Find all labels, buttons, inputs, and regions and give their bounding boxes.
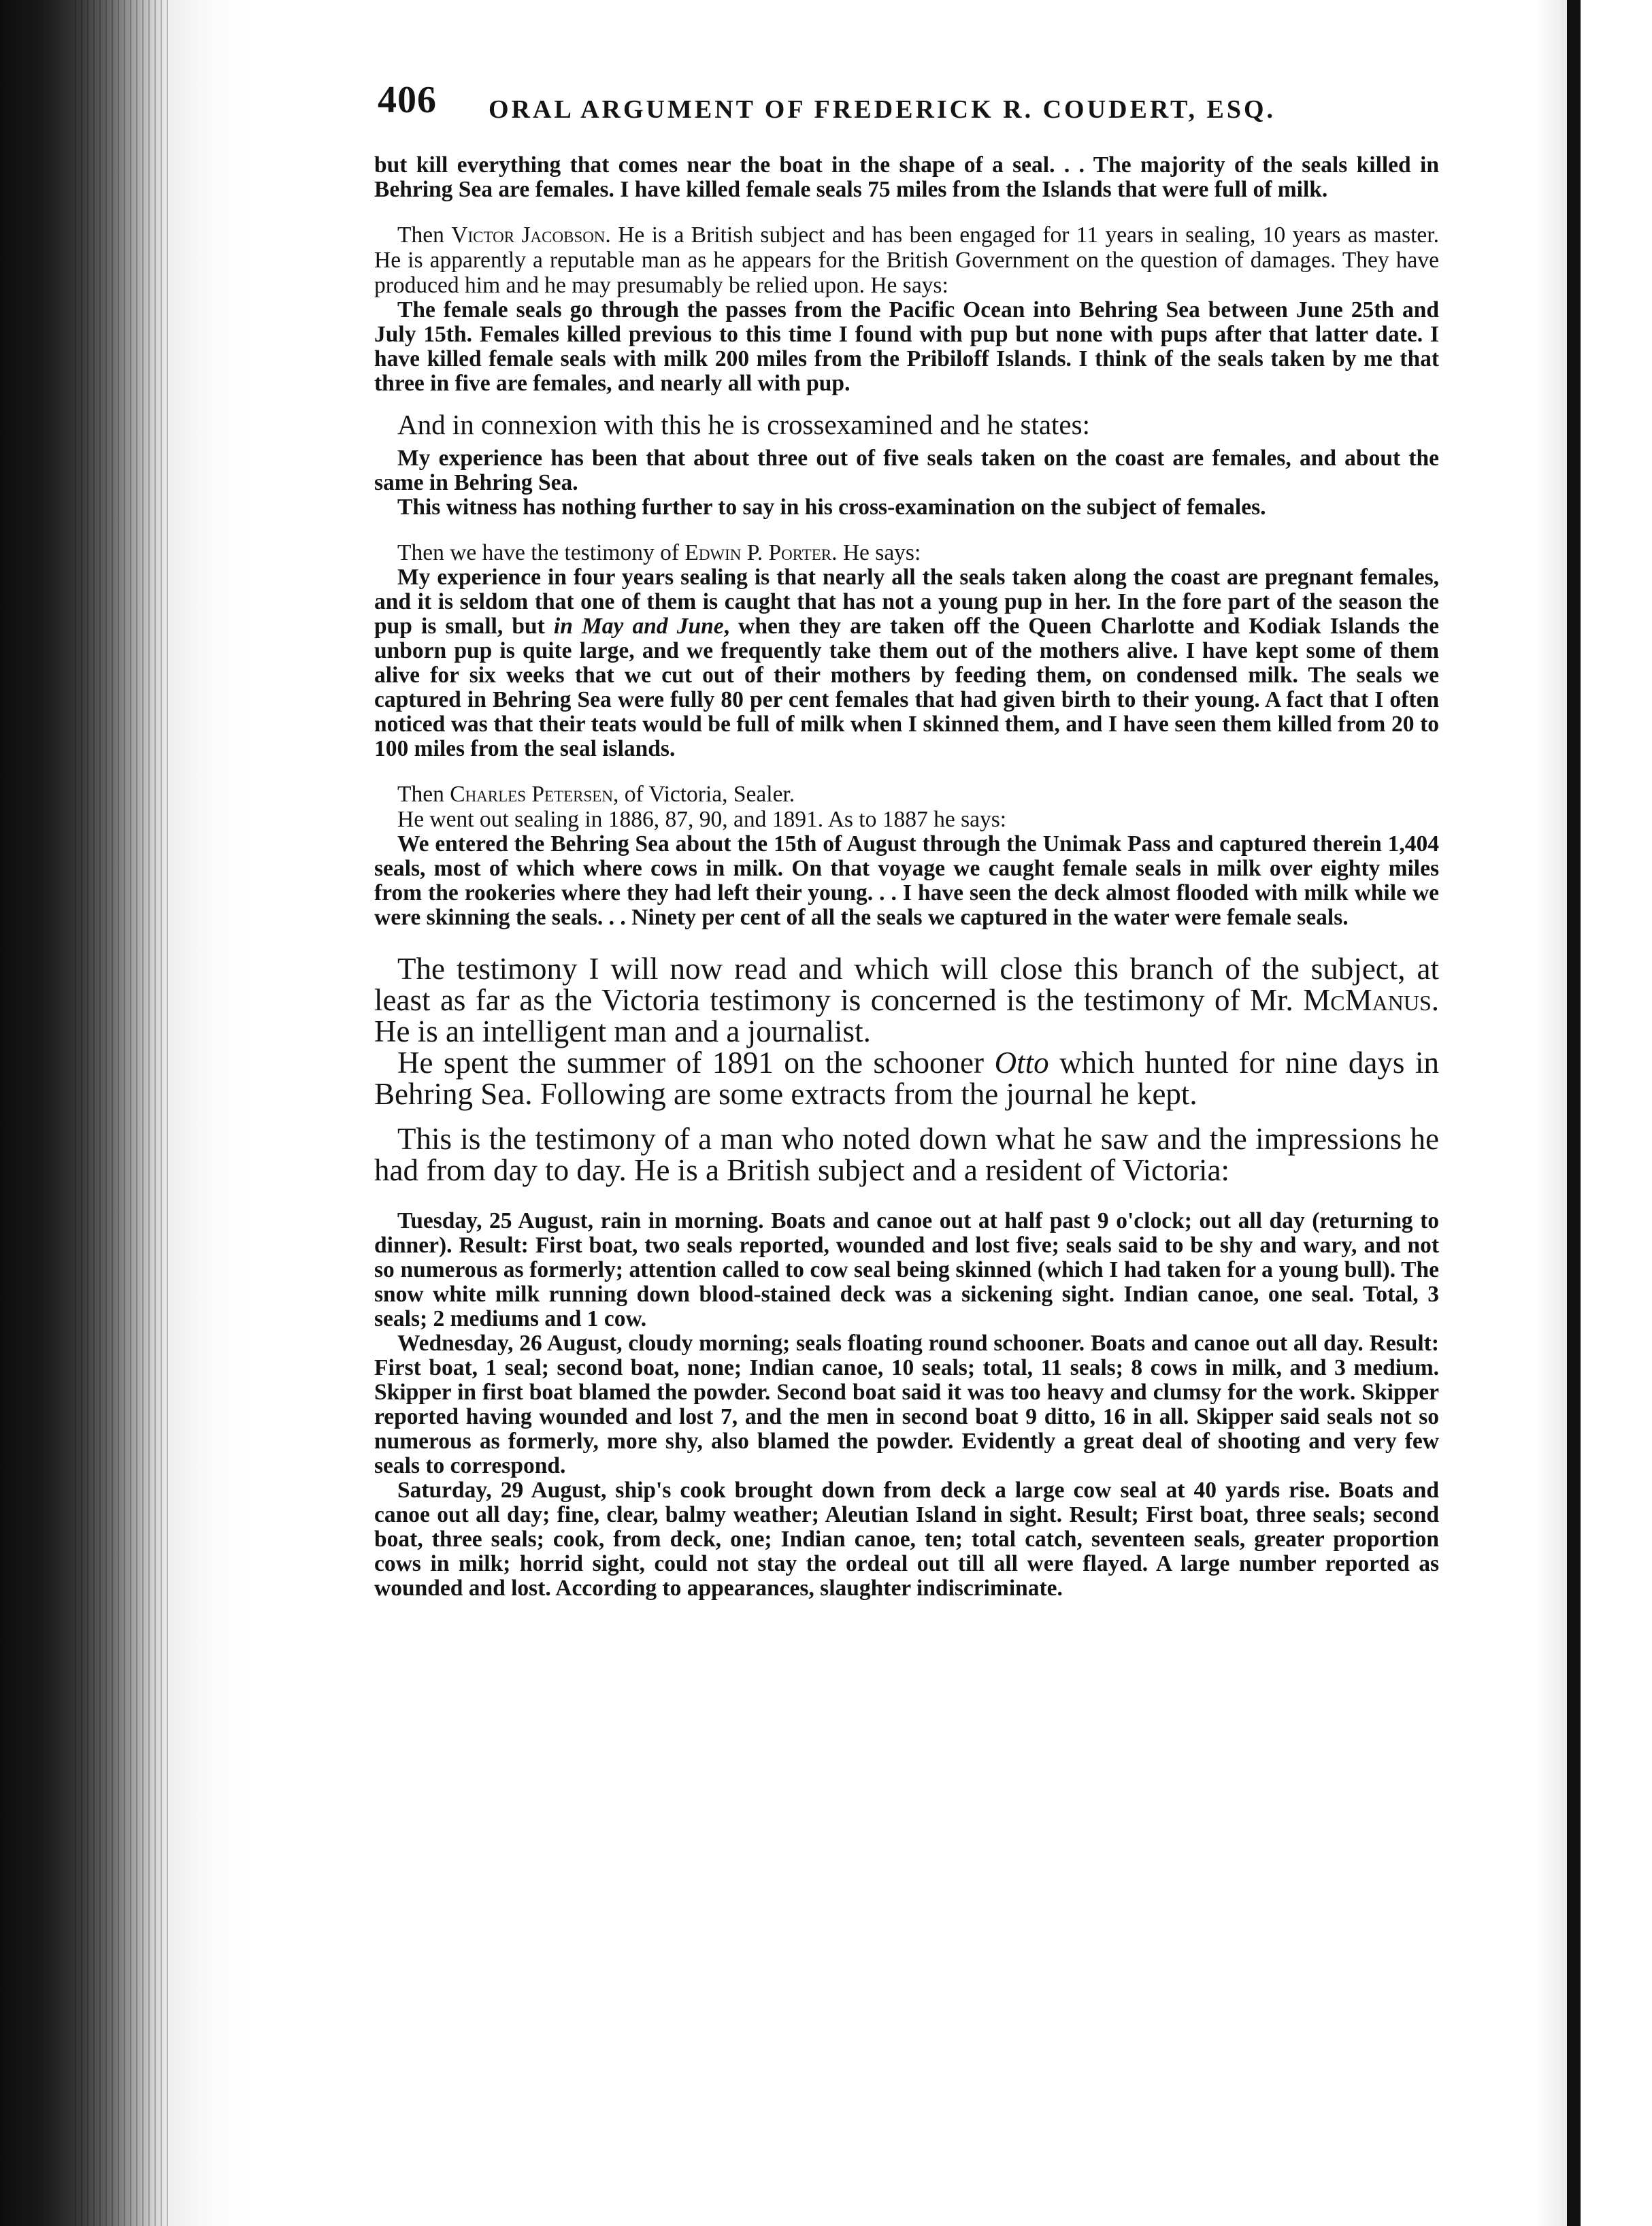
- running-head: [374, 78, 1439, 153]
- page-shadow: [1534, 0, 1567, 2226]
- background-margin: [1581, 0, 1652, 2226]
- page-content: [374, 78, 1439, 1601]
- quote-crossexamination: My experience has been that about three out of five seals taken on the coast are females, and about the same in Behring Sea.: [374, 446, 1439, 495]
- paragraph-petersen-intro: Then Charles Petersen, of Victoria, Sealer.: [397, 782, 795, 807]
- witness-name: Charles Petersen: [450, 782, 613, 807]
- paragraph-jacobson-intro: Then Victor Jacobson. He is a British subject and has been engaged for 11 years in sealing, 10 years as master. He is apparently a reputable man as he appears for the British Government on the question of damages. They have produced him and he may presumably be relied upon. He says:: [374, 222, 1439, 298]
- page-number: 406: [378, 79, 437, 121]
- page-right-edge: [1567, 0, 1581, 2226]
- paragraph-crossexamination: And in connexion with this he is crossexamined and he states:: [397, 409, 1090, 440]
- page-edges: [75, 0, 170, 2226]
- paragraph-petersen-years: He went out sealing in 1886, 87, 90, and 1891. As to 1887 he says:: [397, 807, 1007, 832]
- witness-name: McManus: [1303, 983, 1432, 1017]
- witness-name: Victor Jacobson: [451, 222, 606, 248]
- paragraph-mcmanus-intro: The testimony I will now read and which will close this branch of the subject, at least as far as the Victoria testimony is concerned is the testimony of Mr. McManus. He is an intelligent man and a journalist.: [374, 952, 1439, 1048]
- journal-entry-august-29: Saturday, 29 August, ship's cook brought down from deck a large cow seal at 40 yards rise. Boats and canoe out all day; fine, clear, balmy weather; Aleutian Island in sight. Result; First boat, three seals; second boat, three seals; cook, from deck, one; Indian canoe, ten; total catch, seventeen seals, greater proportion cows in milk; horrid sight, could not stay the ordeal out till all were flayed. A large number reported as wounded and lost. According to appearances, slaughter indiscriminate.: [374, 1478, 1439, 1601]
- quote-jacobson: The female seals go through the passes from the Pacific Ocean into Behring Sea between June 25th and July 15th. Females killed previous to this time I found with pup but none with pups after that latter date. I have killed female seals with milk 200 miles from the Pribiloff Islands. I think of the seals taken by me that three in five are females, and nearly all with pup.: [374, 297, 1439, 396]
- quote-petersen: We entered the Behring Sea about the 15th of August through the Unimak Pass and captured therein 1,404 seals, most of which where cows in milk. On that voyage we caught female seals in milk over eighty miles from the rookeries where they had left their young. . . I have seen the deck almost flooded with milk while we were skinning the seals. . . Ninety per cent of all the seals we captured in the water were female seals.: [374, 831, 1439, 930]
- paragraph-otto-schooner: He spent the summer of 1891 on the schooner Otto which hunted for nine days in Behring Sea. Following are some extracts from the journal he kept.: [374, 1046, 1439, 1111]
- paragraph-porter-intro: Then we have the testimony of Edwin P. Porter. He says:: [397, 540, 921, 565]
- journal-entry-august-25: Tuesday, 25 August, rain in morning. Boats and canoe out at half past 9 o'clock; out all day (returning to dinner). Result: First boat, two seals reported, wounded and lost five; seals said to be shy and wary, and not so numerous as formerly; attention called to cow seal being skinned (which I had taken for a young bull). The snow white milk running down blood-stained deck was a sickening sight. Indian canoe, one seal. Total, 3 seals; 2 mediums and 1 cow.: [374, 1208, 1439, 1331]
- quote-continuation: but kill everything that comes near the boat in the shape of a seal. . . The majority of the seals killed in Behring Sea are females. I have killed female seals 75 miles from the Islands that were full of milk.: [374, 152, 1439, 202]
- journal-entry-august-26: Wednesday, 26 August, cloudy morning; seals floating round schooner. Boats and canoe out all day. Result: First boat, 1 seal; second boat, none; Indian canoe, 10 seals; total, 11 seals; 8 cows in milk, and 3 medium. Skipper in first boat blamed the powder. Second boat said it was too heavy and clumsy for the work. Skipper reported having wounded and lost 7, and the men in second boat 9 ditto, 16 in all. Skipper said seals not so numerous as formerly, more shy, also blamed the powder. Evidently a great deal of shooting and very few seals to correspond.: [374, 1331, 1439, 1478]
- quote-porter: My experience in four years sealing is that nearly all the seals taken along the coast are pregnant females, and it is seldom that one of them is caught that has not a young pup in her. In the fore part of the season the pup is small, but in May and June, when they are taken off the Queen Charlotte and Kodiak Islands the unborn pup is quite large, and we frequently take them out of the mothers alive. I have kept some of them alive for six weeks that we cut out of their mothers by feeding them, on condensed milk. The seals we captured in Behring Sea were fully 80 per cent females that had given birth to their young. A fact that I often noticed was that their teats would be full of milk when I skinned them, and I have seen them killed from 20 to 100 miles from the seal islands.: [374, 565, 1439, 761]
- note-no-further: This witness has nothing further to say in his cross-examination on the subject of females.: [397, 495, 1266, 520]
- running-title: ORAL ARGUMENT OF FREDERICK R. COUDERT, ESQ.: [489, 95, 1276, 124]
- witness-name: Edwin P. Porter: [684, 540, 832, 565]
- paragraph-journal-intro: This is the testimony of a man who noted down what he saw and the impressions he had from day to day. He is a British subject and a resident of Victoria:: [374, 1122, 1439, 1187]
